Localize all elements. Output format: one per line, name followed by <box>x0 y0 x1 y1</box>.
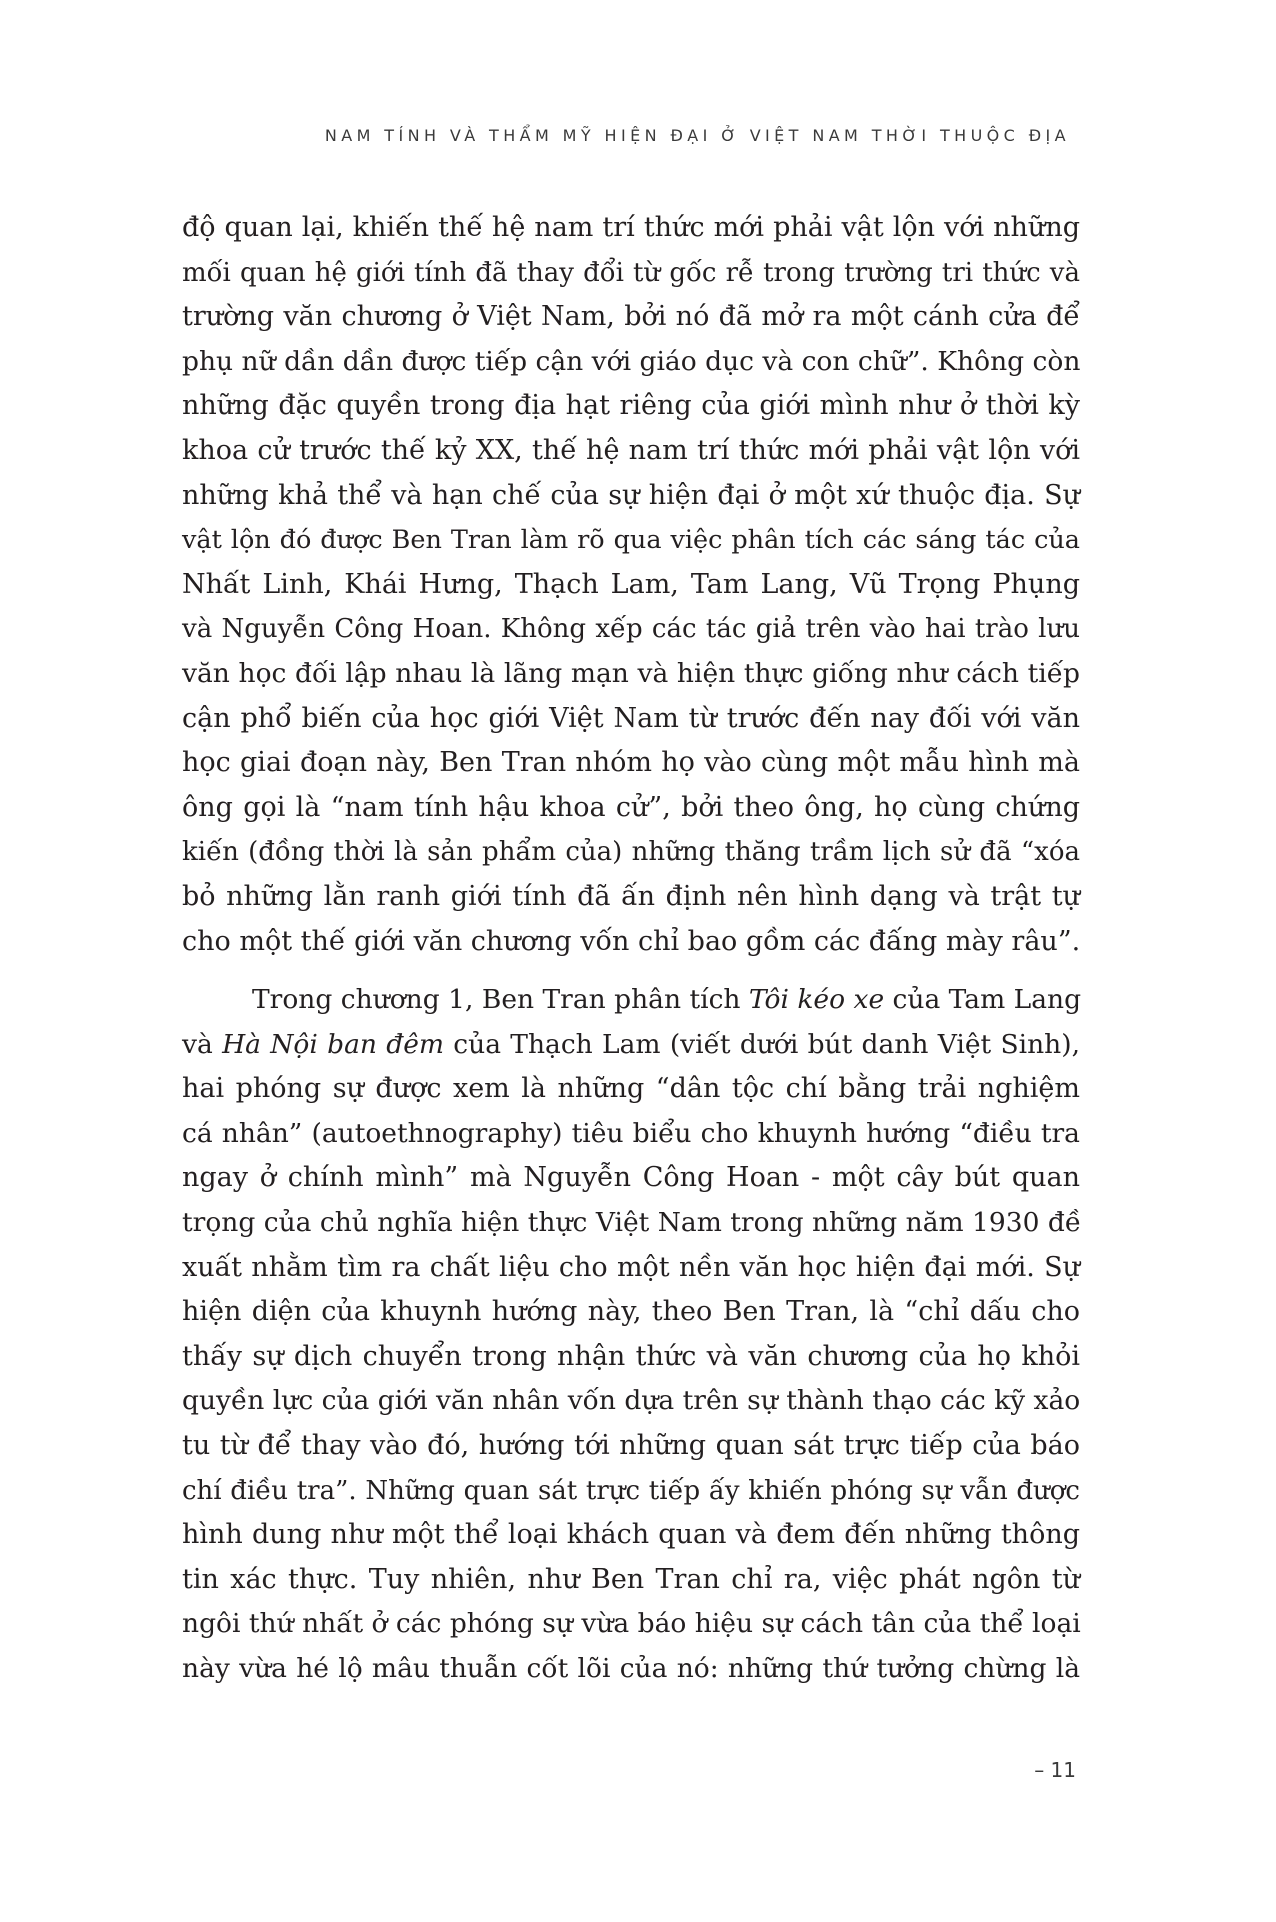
text-line: hai phóng sự được xem là những “dân tộc chí bằng trải nghiệm <box>182 1073 1080 1105</box>
text-line: hình dung như một thể loại khách quan và đem đến những thông <box>182 1519 1080 1551</box>
text-line <box>182 978 1080 1023</box>
text-line: cho một thế giới văn chương vốn chỉ bao gồm các đấng mày râu”. <box>182 925 1081 957</box>
text-run: của Tam Lang <box>884 984 1082 1016</box>
text-line: văn học đối lập nhau là lãng mạn và hiện thực giống như cách tiếp <box>182 657 1080 689</box>
text-line: ngôi thứ nhất ở các phóng sự vừa báo hiệu sự cách tân của thể loại <box>182 1608 1081 1640</box>
text-line: tu từ để thay vào đó, hướng tới những quan sát trực tiếp của báo <box>182 1430 1080 1462</box>
text-line: cận phổ biến của học giới Việt Nam từ trước đến nay đối với văn <box>182 702 1080 734</box>
text-run: và <box>182 1028 223 1060</box>
text-line: thấy sự dịch chuyển trong nhận thức và văn chương của họ khỏi <box>182 1340 1080 1372</box>
text-line: hiện diện của khuynh hướng này, theo Ben Tran, là “chỉ dấu cho <box>182 1296 1080 1328</box>
text-line: ngay ở chính mình” mà Nguyễn Công Hoan - một cây bút quan <box>182 1162 1080 1194</box>
text-line: chí điều tra”. Những quan sát trực tiếp ấy khiến phóng sự vẫn được <box>182 1475 1080 1506</box>
text-line: bỏ những lằn ranh giới tính đã ấn định nên hình dạng và trật tự <box>182 880 1080 912</box>
work-title-toi-keo-xe: Tôi kéo xe <box>748 984 885 1016</box>
text-line: những đặc quyền trong địa hạt riêng của giới mình như ở thời kỳ <box>182 390 1080 422</box>
text-run: của Thạch Lam (viết dưới bút danh Việt Sinh), <box>444 1028 1080 1060</box>
text-line: mối quan hệ giới tính đã thay đổi từ gốc rễ trong trường tri thức và <box>182 257 1080 288</box>
work-title-ha-noi-ban-dem: Hà Nội ban đêm <box>222 1028 445 1060</box>
text-line: ông gọi là “nam tính hậu khoa cử”, bởi theo ông, họ cùng chứng <box>182 791 1080 823</box>
paragraph-spacer <box>182 964 1080 978</box>
text-line: khoa cử trước thế kỷ XX, thế hệ nam trí thức mới phải vật lộn với <box>182 434 1080 466</box>
text-line: kiến (đồng thời là sản phẩm của) những thăng trầm lịch sử đã “xóa <box>182 837 1080 868</box>
text-line: này vừa hé lộ mâu thuẫn cốt lõi của nó: những thứ tưởng chừng là <box>182 1653 1080 1684</box>
text-line <box>182 1023 1080 1068</box>
text-line: xuất nhằm tìm ra chất liệu cho một nền văn học hiện đại mới. Sự <box>182 1251 1080 1283</box>
text-line: quyền lực của giới văn nhân vốn dựa trên sự thành thạo các kỹ xảo <box>182 1385 1081 1417</box>
running-header: NAM TÍNH VÀ THẨM MỸ HIỆN ĐẠI Ở VIỆT NAM THỜI THUỘC ĐỊA <box>324 126 1070 145</box>
body-text <box>182 206 1080 1692</box>
page-number: – 11 <box>1034 1758 1076 1782</box>
text-line: vật lộn đó được Ben Tran làm rõ qua việc phân tích các sáng tác của <box>182 525 1080 556</box>
paragraph-2 <box>182 978 1080 1692</box>
text-line: trường văn chương ở Việt Nam, bởi nó đã mở ra một cánh cửa để <box>182 301 1080 333</box>
text-line: cá nhân” (autoethnography) tiêu biểu cho khuynh hướng “điều tra <box>182 1117 1080 1149</box>
text-line: phụ nữ dần dần được tiếp cận với giáo dục và con chữ”. Không còn <box>182 345 1081 377</box>
paragraph-1 <box>182 206 1080 964</box>
text-line: độ quan lại, khiến thế hệ nam trí thức mới phải vật lộn với những <box>182 212 1080 243</box>
text-line: tin xác thực. Tuy nhiên, như Ben Tran chỉ ra, việc phát ngôn từ <box>182 1563 1080 1595</box>
text-line: trọng của chủ nghĩa hiện thực Việt Nam trong những năm 1930 đề <box>182 1207 1082 1239</box>
text-line: Nhất Linh, Khái Hưng, Thạch Lam, Tam Lang, Vũ Trọng Phụng <box>182 568 1080 600</box>
text-line: và Nguyễn Công Hoan. Không xếp các tác giả trên vào hai trào lưu <box>182 614 1080 645</box>
text-line: học giai đoạn này, Ben Tran nhóm họ vào cùng một mẫu hình mà <box>182 747 1080 779</box>
text-run: Trong chương 1, Ben Tran phân tích <box>252 984 749 1016</box>
text-line: những khả thể và hạn chế của sự hiện đại ở một xứ thuộc địa. Sự <box>182 479 1080 511</box>
